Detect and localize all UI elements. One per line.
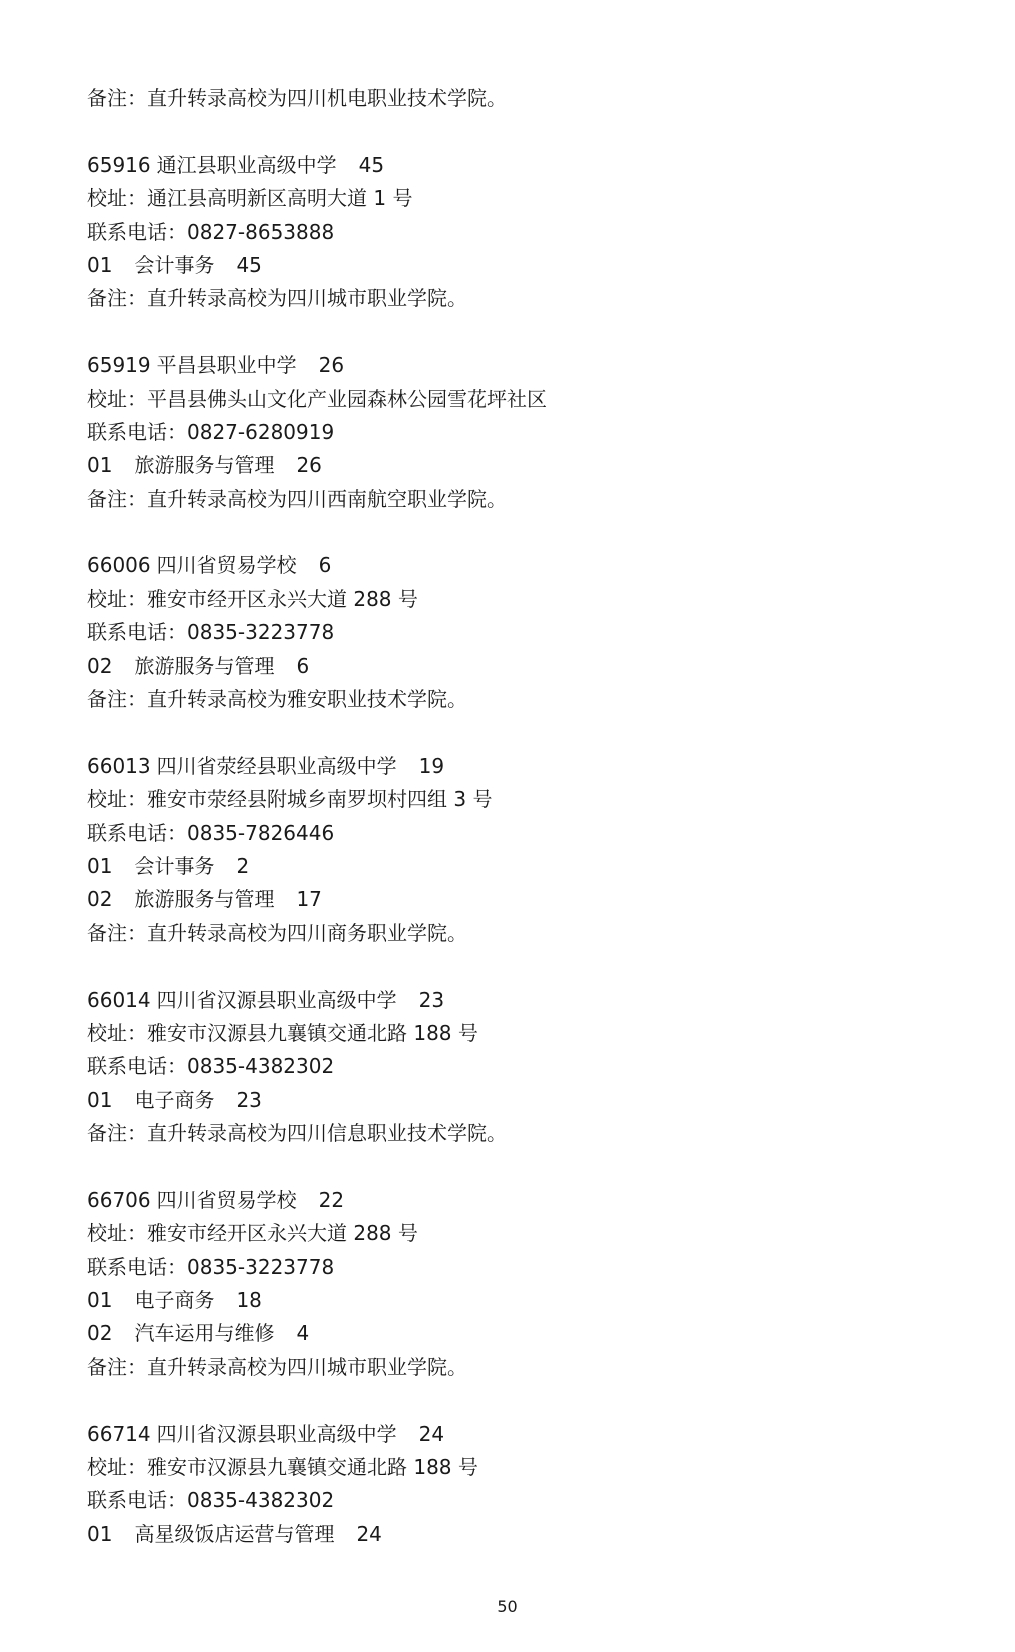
school-note: 备注：直升转录高校为四川商务职业学院。: [87, 920, 467, 945]
top-note: 备注：直升转录高校为四川机电职业技术学院。: [87, 86, 507, 110]
major-name: 旅游服务与管理: [134, 887, 275, 912]
school-entry: [87, 1418, 967, 1552]
school-code: 65916: [87, 152, 151, 177]
major-count: 2: [236, 853, 250, 878]
school-name: 通江县职业高级中学: [156, 152, 337, 177]
school-entry: [87, 349, 967, 516]
school-entry: [87, 1184, 967, 1384]
school-entry: [87, 549, 967, 716]
school-code: 66006: [87, 553, 151, 578]
major-row: [87, 1317, 967, 1350]
school-header: [87, 1184, 967, 1217]
major-row: [87, 850, 967, 883]
school-header: [87, 1418, 967, 1451]
school-address: 校址：雅安市汉源县九襄镇交通北路 188 号: [87, 1455, 478, 1480]
school-entry: [87, 984, 967, 1151]
major-row: [87, 1518, 967, 1551]
major-count: 6: [296, 653, 310, 678]
major-code: 01: [87, 1521, 113, 1546]
school-name: 四川省荥经县职业高级中学: [156, 753, 397, 778]
major-row: [87, 449, 967, 482]
school-note: 备注：直升转录高校为四川信息职业技术学院。: [87, 1121, 507, 1146]
school-address: 校址：雅安市经开区永兴大道 288 号: [87, 586, 418, 611]
major-name: 汽车运用与维修: [134, 1321, 275, 1346]
school-total: 23: [418, 987, 445, 1012]
school-phone: 联系电话：0835-3223778: [87, 1254, 335, 1279]
major-row: [87, 249, 967, 282]
school-header: [87, 549, 967, 582]
school-name: 平昌县职业中学: [156, 353, 297, 378]
major-code: 02: [87, 1321, 113, 1346]
major-code: 02: [87, 887, 113, 912]
major-count: 4: [296, 1321, 310, 1346]
major-code: 01: [87, 252, 113, 277]
school-code: 65919: [87, 353, 151, 378]
school-total: 45: [358, 152, 385, 177]
major-count: 26: [296, 453, 322, 478]
major-code: 02: [87, 653, 113, 678]
school-note: 备注：直升转录高校为四川城市职业学院。: [87, 286, 467, 311]
major-code: 01: [87, 1288, 113, 1313]
school-address: 校址：雅安市荥经县附城乡南罗坝村四组 3 号: [87, 787, 493, 812]
major-name: 会计事务: [134, 853, 215, 878]
school-header: [87, 149, 967, 182]
school-address: 校址：雅安市汉源县九襄镇交通北路 188 号: [87, 1020, 478, 1045]
major-count: 18: [236, 1288, 262, 1313]
school-phone: 联系电话：0835-4382302: [87, 1488, 335, 1513]
school-note: 备注：直升转录高校为四川城市职业学院。: [87, 1354, 467, 1379]
school-name: 四川省贸易学校: [156, 553, 297, 578]
major-code: 01: [87, 453, 113, 478]
page-number: 50: [497, 1597, 518, 1616]
school-code: 66714: [87, 1421, 151, 1446]
major-count: 45: [236, 252, 262, 277]
school-phone: 联系电话：0827-8653888: [87, 219, 335, 244]
school-total: 26: [318, 353, 345, 378]
school-total: 22: [318, 1187, 345, 1212]
school-total: 19: [418, 753, 445, 778]
school-name: 四川省汉源县职业高级中学: [156, 1421, 397, 1446]
school-address: 校址：雅安市经开区永兴大道 288 号: [87, 1221, 418, 1246]
school-phone: 联系电话：0827-6280919: [87, 419, 335, 444]
major-name: 电子商务: [134, 1087, 215, 1112]
school-name: 四川省贸易学校: [156, 1187, 297, 1212]
major-name: 电子商务: [134, 1288, 215, 1313]
document-body: [87, 82, 967, 1585]
major-count: 24: [356, 1521, 382, 1546]
school-phone: 联系电话：0835-7826446: [87, 820, 335, 845]
school-header: [87, 984, 967, 1017]
school-total: 6: [318, 553, 332, 578]
school-header: [87, 349, 967, 382]
school-address: 校址：通江县高明新区高明大道 1 号: [87, 186, 413, 211]
major-code: 01: [87, 1087, 113, 1112]
major-name: 会计事务: [134, 252, 215, 277]
school-name: 四川省汉源县职业高级中学: [156, 987, 397, 1012]
major-name: 高星级饭店运营与管理: [134, 1521, 335, 1546]
school-entry: [87, 149, 967, 316]
major-row: [87, 650, 967, 683]
top-note-block: [87, 82, 967, 115]
school-phone: 联系电话：0835-3223778: [87, 620, 335, 645]
school-entry: [87, 750, 967, 950]
school-total: 24: [418, 1421, 445, 1446]
major-name: 旅游服务与管理: [134, 453, 275, 478]
major-row: [87, 883, 967, 916]
school-note: 备注：直升转录高校为雅安职业技术学院。: [87, 687, 467, 712]
school-address: 校址：平昌县佛头山文化产业园森林公园雪花坪社区: [87, 386, 547, 411]
major-row: [87, 1084, 967, 1117]
school-header: [87, 750, 967, 783]
school-phone: 联系电话：0835-4382302: [87, 1054, 335, 1079]
major-row: [87, 1284, 967, 1317]
school-note: 备注：直升转录高校为四川西南航空职业学院。: [87, 486, 507, 511]
school-code: 66013: [87, 753, 151, 778]
major-count: 17: [296, 887, 322, 912]
major-name: 旅游服务与管理: [134, 653, 275, 678]
school-code: 66706: [87, 1187, 151, 1212]
school-code: 66014: [87, 987, 151, 1012]
major-count: 23: [236, 1087, 262, 1112]
major-code: 01: [87, 853, 113, 878]
